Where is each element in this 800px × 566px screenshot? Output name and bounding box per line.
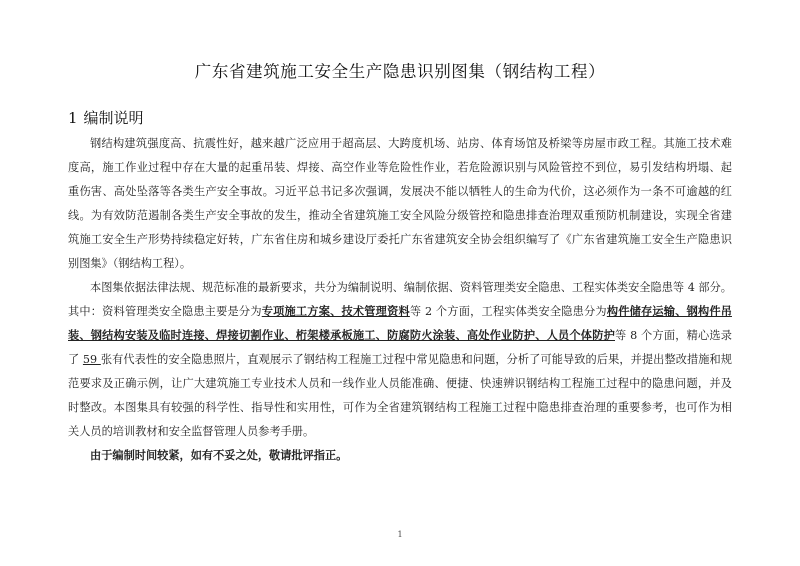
section-number: 1 <box>68 109 78 127</box>
paragraph-line: 线。为有效防范遏制各类生产安全事故的发生，推动全省建筑施工安全风险分级管控和隐患排查治理双重预防机制建设，实现全省建 <box>68 209 732 222</box>
paragraph-line: 度高，施工作业过程中存在大量的起重吊装、焊接、高空作业等危险性作业，若危险源识别与风险管控不到位，易引发结构坍塌、起 <box>68 161 732 174</box>
page-number: 1 <box>397 530 403 539</box>
text-span: 等 8 个方面，精心选录 <box>615 329 732 342</box>
photo-count: 59 <box>82 353 101 366</box>
text-span: 等 2 个方面，工程实体类安全隐患分为 <box>409 305 607 318</box>
paragraph-line: 筑施工安全生产形势持续稳定好转，广东省住房和城乡建设厅委托广东省建筑安全协会组织编写了《广东省建筑施工安全生产隐患识 <box>68 233 732 246</box>
paragraph-line <box>68 329 732 343</box>
text-span: 了 <box>68 353 83 366</box>
paragraph-line <box>68 305 732 319</box>
emphasis-entity-categories: 装、钢结构安装及临时连接、焊接切割作业、桁架楼承板施工、防腐防火涂装、高处作业防护、人员个体防护 <box>68 329 615 342</box>
paragraph-line: 钢结构建筑强度高、抗震性好，越来越广泛应用于超高层、大跨度机场、站房、体育场馆及桥梁等房屋市政工程。其施工技术难 <box>90 137 732 150</box>
paragraph-line: 范要求及正确示例，让广大建筑施工专业技术人员和一线作业人员能准确、便捷、快速辨识钢结构工程施工过程中的隐患问题，并及 <box>68 377 732 390</box>
paragraph-line: 重伤害、高处坠落等各类生产安全事故。习近平总书记多次强调，发展决不能以牺牲人的生命为代价，这必须作为一条不可逾越的红 <box>68 185 732 198</box>
paragraph-line: 关人员的培训教材和安全监督管理人员参考手册。 <box>68 425 315 438</box>
document-title: 广东省建筑施工安全生产隐患识别图集（钢结构工程） <box>194 62 606 81</box>
emphasis-entity-categories: 构件储存运输、钢构件吊 <box>606 305 732 318</box>
paragraph-line: 别图集》（钢结构工程）。 <box>68 257 192 270</box>
section-title: 编制说明 <box>83 109 144 127</box>
paragraph-line: 时整改。本图集具有较强的科学性、指导性和实用性，可作为全省建筑钢结构工程施工过程中隐患排查治理的重要参考，也可作为相 <box>68 401 732 414</box>
text-span: 其中：资料管理类安全隐患主要是分为 <box>68 305 262 318</box>
section-heading <box>68 107 144 128</box>
text-span: 张有代表性的安全隐患照片，直观展示了钢结构工程施工过程中常见隐患和问题，分析了可能导致的后果，并提出整改措施和规 <box>100 353 732 366</box>
emphasis-doc-categories: 专项施工方案、技术管理资料 <box>261 305 410 318</box>
paragraph-line: 本图集依据法律法规、规范标准的最新要求，共分为编制说明、编制依据、资料管理类安全隐患、工程实体类安全隐患等 4 部分。 <box>90 281 732 294</box>
paragraph-line <box>68 353 732 367</box>
closing-note: 由于编制时间较紧，如有不妥之处，敬请批评指正。 <box>90 449 348 462</box>
